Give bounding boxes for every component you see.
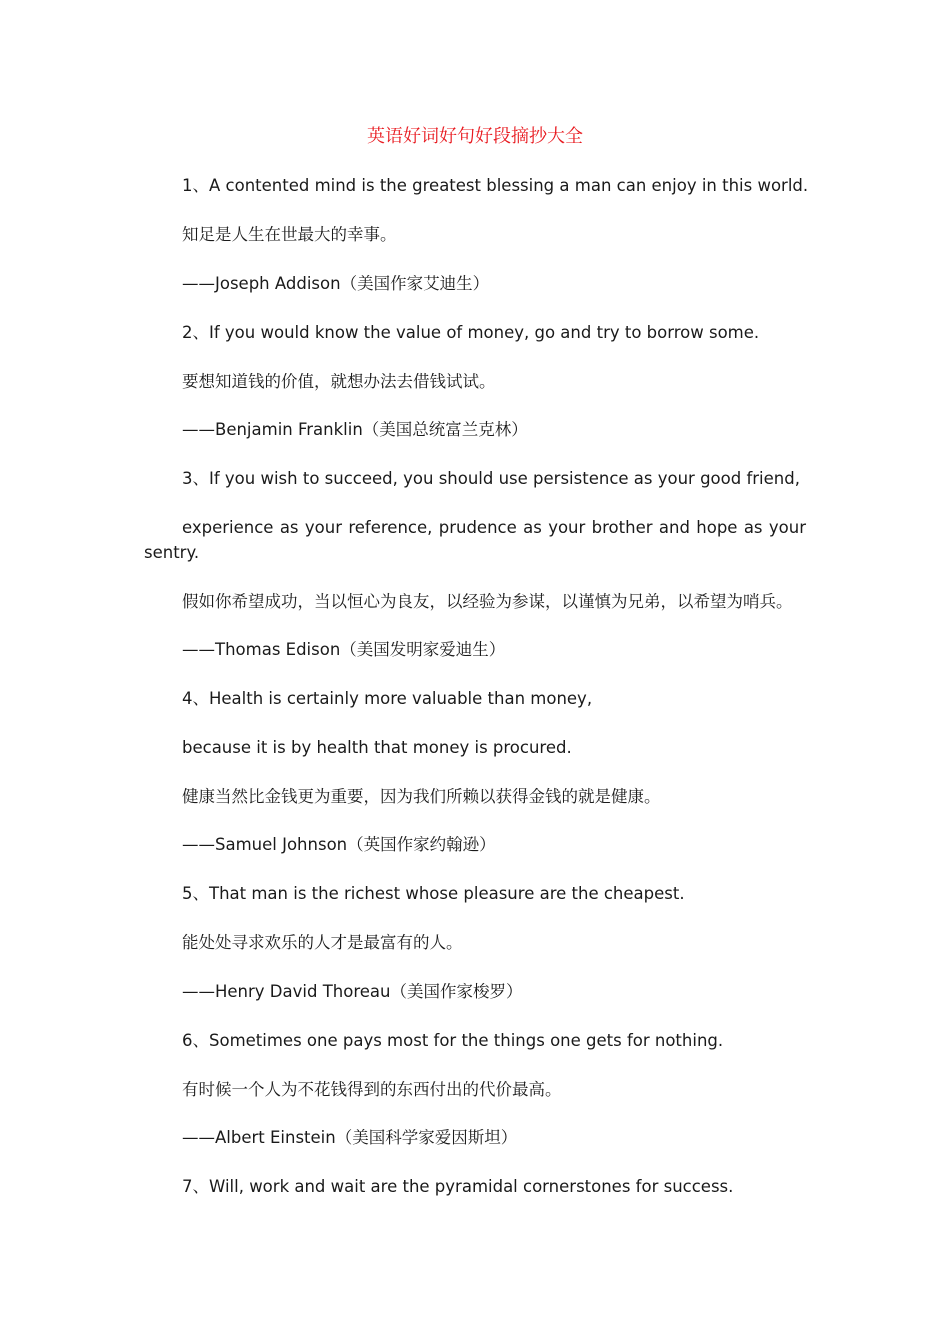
quote-english: 3、If you wish to succeed, you should use persistence as your good friend, — [182, 469, 800, 488]
quote-author: ——Thomas Edison（美国发明家爱迪生） — [182, 640, 506, 659]
document-title: 英语好词好句好段摘抄大全 — [367, 126, 583, 147]
quote-chinese: 能处处寻求欢乐的人才是最富有的人。 — [182, 933, 463, 952]
quote-english: 6、Sometimes one pays most for the things one gets for nothing. — [182, 1031, 724, 1050]
quote-author: ——Joseph Addison（美国作家艾迪生） — [182, 274, 490, 293]
quote-english: 1、A contented mind is the greatest blessing a man can enjoy in this world. — [182, 176, 809, 195]
quote-author: ——Henry David Thoreau（美国作家梭罗） — [182, 982, 523, 1001]
quote-author: ——Benjamin Franklin（美国总统富兰克林） — [182, 420, 528, 439]
quote-english-continuation: experience as your reference, prudence as your brother and hope as your sentry. — [144, 518, 806, 562]
quote-author: ——Samuel Johnson（英国作家约翰逊） — [182, 835, 496, 854]
quote-english: 7、Will, work and wait are the pyramidal cornerstones for success. — [182, 1177, 734, 1196]
quote-english-continuation: because it is by health that money is procured. — [182, 738, 572, 757]
quote-chinese: 知足是人生在世最大的幸事。 — [182, 225, 397, 244]
quote-author: ——Albert Einstein（美国科学家爱因斯坦） — [182, 1128, 518, 1147]
quote-english: 4、Health is certainly more valuable than money, — [182, 689, 593, 708]
quote-english: 5、That man is the richest whose pleasure are the cheapest. — [182, 884, 685, 903]
quote-english: 2、If you would know the value of money, go and try to borrow some. — [182, 323, 760, 342]
quote-chinese: 健康当然比金钱更为重要，因为我们所赖以获得金钱的就是健康。 — [182, 787, 661, 806]
quote-chinese: 假如你希望成功，当以恒心为良友，以经验为参谋，以谨慎为兄弟，以希望为哨兵。 — [182, 592, 793, 611]
quote-chinese: 有时候一个人为不花钱得到的东西付出的代价最高。 — [182, 1080, 562, 1099]
quote-chinese: 要想知道钱的价值，就想办法去借钱试试。 — [182, 372, 496, 391]
